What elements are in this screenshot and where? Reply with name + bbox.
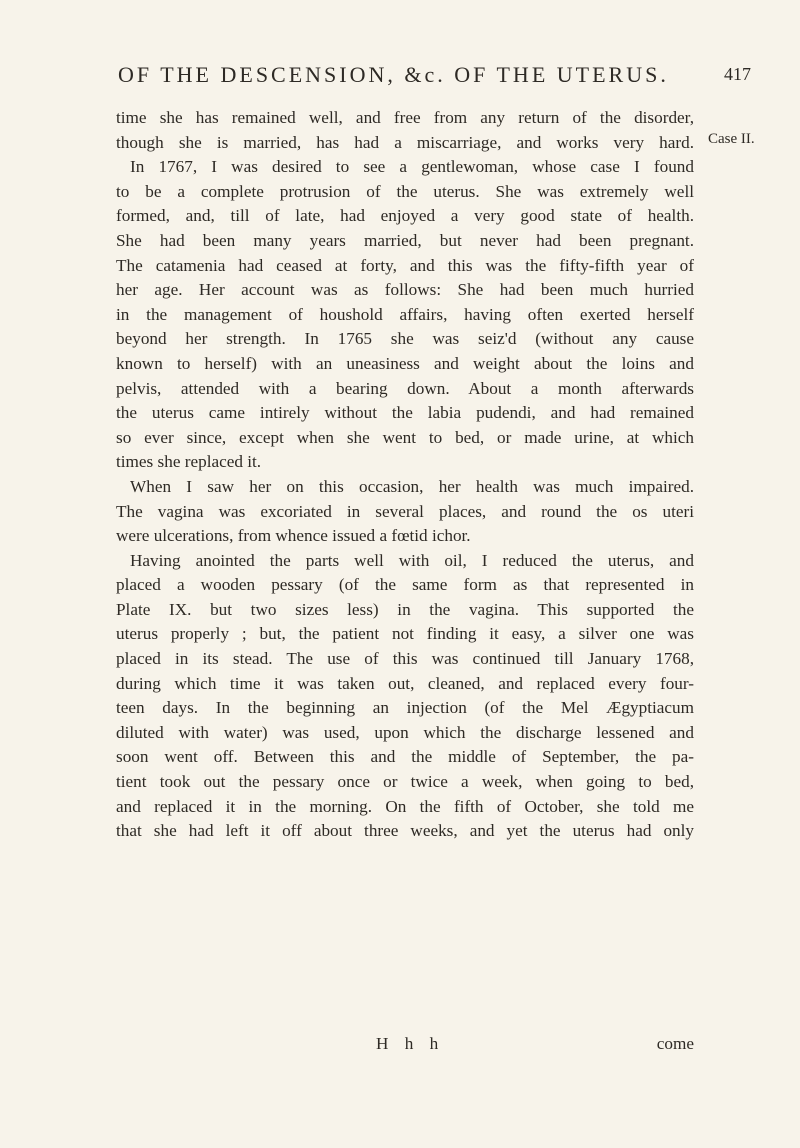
text-line: The vagina was excoriated in several places, and round the os uteri — [116, 501, 694, 521]
text-line: She had been many years married, but never had been pregnant. — [116, 230, 694, 250]
text-line: were ulcerations, from whence issued a fœtid ichor. — [116, 526, 471, 546]
text-line: times she replaced it. — [116, 452, 262, 472]
text-line: her age. Her account was as follows: She had been much hurried — [116, 280, 694, 300]
catchword: come — [656, 1034, 694, 1053]
text-line: The catamenia had ceased at forty, and this was the fifty-fifth year of — [116, 255, 694, 275]
signature-mark: H h h — [376, 1034, 445, 1053]
text-line: and replaced it in the morning. On the fifth of October, she told me — [116, 796, 694, 816]
text-line: In 1767, I was desired to see a gentlewoman, whose case I found — [130, 157, 694, 177]
text-line: diluted with water) was used, upon which the discharge lessened and — [116, 722, 694, 742]
text-line: known to herself) with an uneasiness and weight about the loins and — [116, 353, 694, 373]
text-line: during which time it was taken out, cleaned, and replaced every four- — [116, 673, 694, 693]
text-line: to be a complete protrusion of the uterus. She was extremely well — [116, 181, 694, 201]
page-number: 417 — [724, 64, 751, 84]
running-head: OF THE DESCENSION, &c. OF THE UTERUS. — [118, 62, 669, 87]
text-line: Having anointed the parts well with oil, I reduced the uterus, and — [130, 550, 694, 570]
margin-note-case: Case II. — [708, 131, 755, 147]
text-line: in the management of houshold affairs, having often exerted herself — [116, 304, 694, 324]
text-line: that she had left it off about three weeks, and yet the uterus had only — [116, 821, 694, 841]
text-line: placed in its stead. The use of this was continued till January 1768, — [116, 649, 694, 669]
text-line: teen days. In the beginning an injection (of the Mel Ægyptiacum — [116, 698, 694, 718]
text-line: time she has remained well, and free from any return of the disorder, — [116, 108, 694, 127]
text-line: the uterus came intirely without the labia pudendi, and had remained — [116, 403, 694, 423]
text-line: tient took out the pessary once or twice a week, when going to bed, — [116, 772, 694, 792]
text-line: uterus properly ; but, the patient not finding it easy, a silver one was — [116, 624, 694, 644]
text-line: though she is married, has had a miscarriage, and works very hard. — [116, 132, 694, 152]
text-line: beyond her strength. In 1765 she was seiz'd (without any cause — [116, 329, 694, 349]
text-line: placed a wooden pessary (of the same form as that represented in — [116, 575, 694, 595]
text-line: pelvis, attended with a bearing down. About a month afterwards — [116, 378, 694, 398]
text-line: When I saw her on this occasion, her health was much impaired. — [130, 476, 694, 496]
body-text — [116, 106, 694, 844]
text-line: soon went off. Between this and the middle of September, the pa- — [116, 747, 694, 767]
text-line: so ever since, except when she went to bed, or made urine, at which — [116, 427, 694, 447]
page-footer — [116, 1034, 694, 1060]
text-line: formed, and, till of late, had enjoyed a very good state of health. — [116, 206, 694, 226]
text-line: Plate IX. but two sizes less) in the vagina. This supported the — [116, 599, 694, 619]
